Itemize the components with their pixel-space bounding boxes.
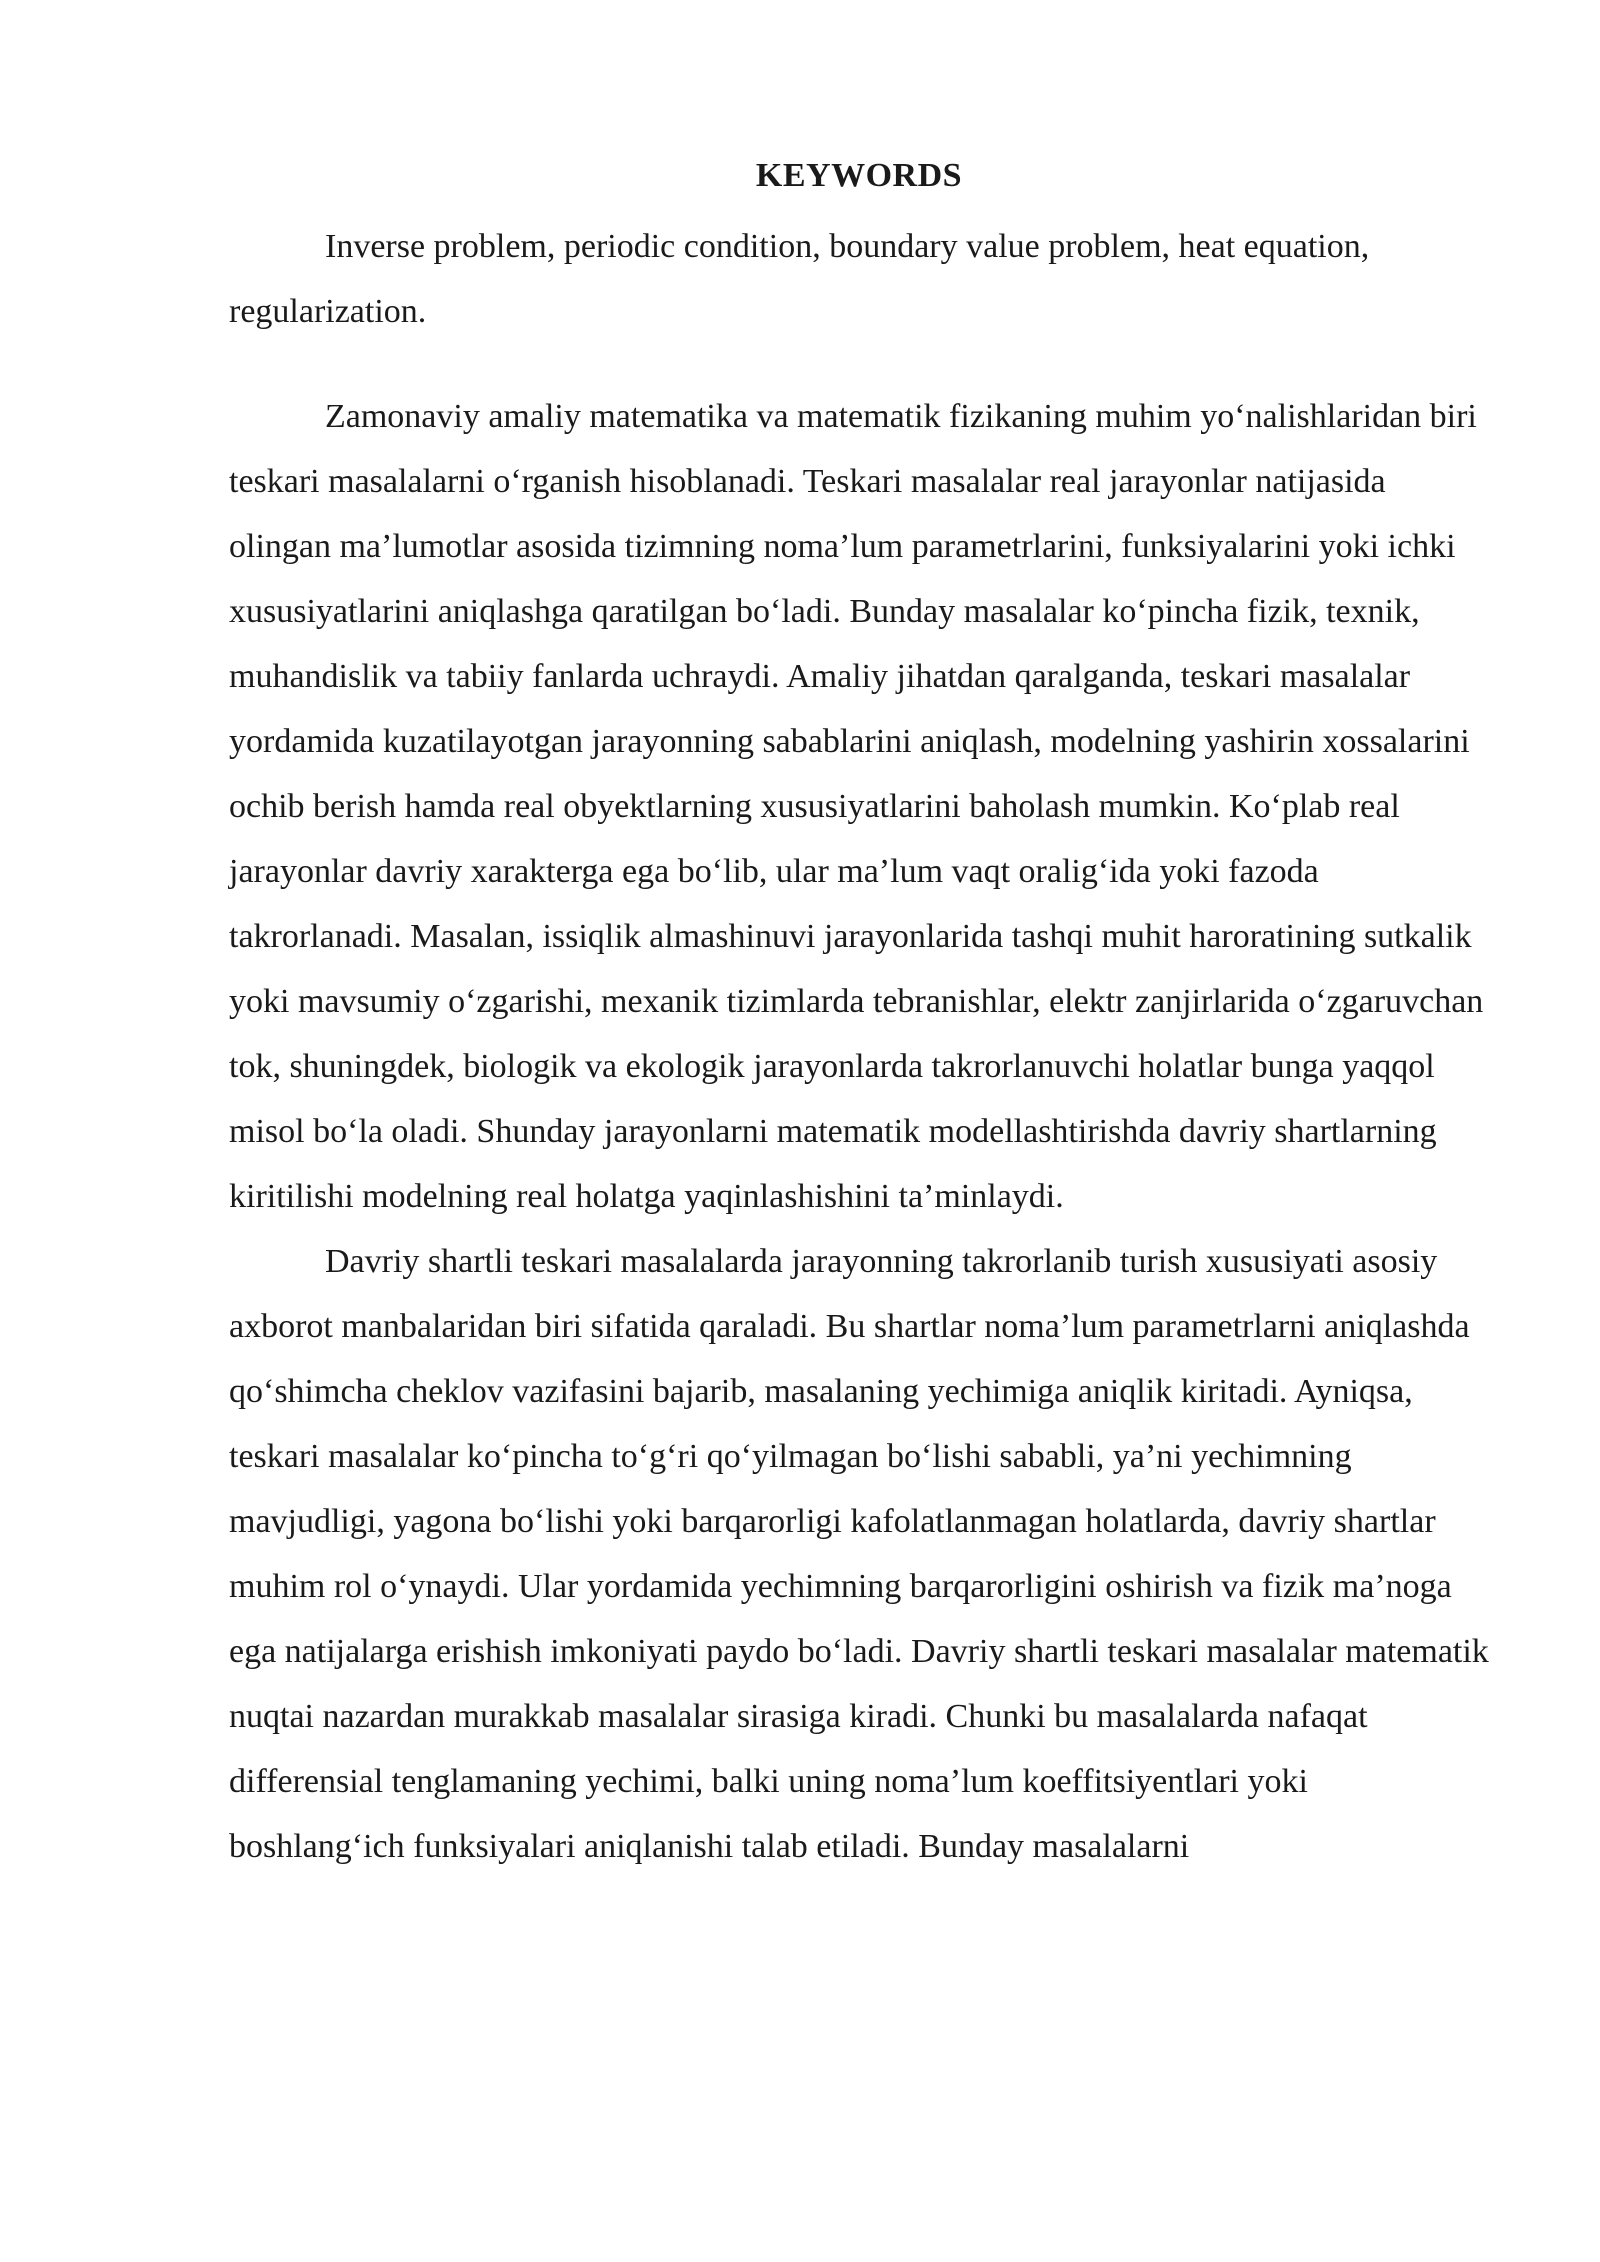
body-paragraph-2: Davriy shartli teskari masalalarda jarayonning takrorlanib turish xususiyati asosiy axborot manbalaridan biri sifatida qaraladi. Bu shartlar noma’lum parametrlarni aniqlashda qo‘shimcha cheklov vazifasini bajarib, masalaning yechimiga aniqlik kiritadi. Ayniqsa, teskari masalalar ko‘pincha to‘g‘ri qo‘yilmagan bo‘lishi sababli, ya’ni yechimning mavjudligi, yagona bo‘lishi yoki barqarorligi kafolatlanmagan holatlarda, davriy shartlar muhim rol o‘ynaydi. Ular yordamida yechimning barqarorligini oshirish va fizik ma’noga ega natijalarga erishish imkoniyati paydo bo‘ladi. Davriy shartli teskari masalalar matematik nuqtai nazardan murakkab masalalar sirasiga kiradi. Chunki bu masalalarda nafaqat differensial tenglamaning yechimi, balki uning noma’lum koeffitsiyentlari yoki boshlang‘ich funksiyalari aniqlanishi talab etiladi. Bunday masalalarni — [229, 1243, 1489, 1865]
body-paragraph-1: Zamonaviy amaliy matematika va matematik fizikaning muhim yo‘nalishlaridan biri teskari masalalarni o‘rganish hisoblanadi. Teskari masalalar real jarayonlar natijasida olingan ma’lumotlar asosida tizimning noma’lum parametrlarini, funksiyalarini yoki ichki xususiyatlarini aniqlashga qaratilgan bo‘ladi. Bunday masalalar ko‘pincha fizik, texnik, muhandislik va tabiiy fanlarda uchraydi. Amaliy jihatdan qaralganda, teskari masalalar yordamida kuzatilayotgan jarayonning sabablarini aniqlash, modelning yashirin xossalarini ochib berish hamda real obyektlarning xususiyatlarini baholash mumkin. Ko‘plab real jarayonlar davriy xarakterga ega bo‘lib, ular ma’lum vaqt oralig‘ida yoki fazoda takrorlanadi. Masalan, issiqlik almashinuvi jarayonlarida tashqi muhit haroratining sutkalik yoki mavsumiy o‘zgarishi, mexanik tizimlarda tebranishlar, elektr zanjirlarida o‘zgaruvchan tok, shuningdek, biologik va ekologik jarayonlarda takrorlanuvchi holatlar bunga yaqqol misol bo‘la oladi. Shunday jarayonlarni matematik modellashtirishda davriy shartlarning kiritilishi modelning real holatga yaqinlashishini ta’minlaydi. — [229, 398, 1484, 1215]
keywords-heading: KEYWORDS — [755, 157, 963, 194]
keywords-text: Inverse problem, periodic condition, boundary value problem, heat equation, regularization. — [229, 228, 1370, 330]
document-body — [229, 150, 1489, 1879]
